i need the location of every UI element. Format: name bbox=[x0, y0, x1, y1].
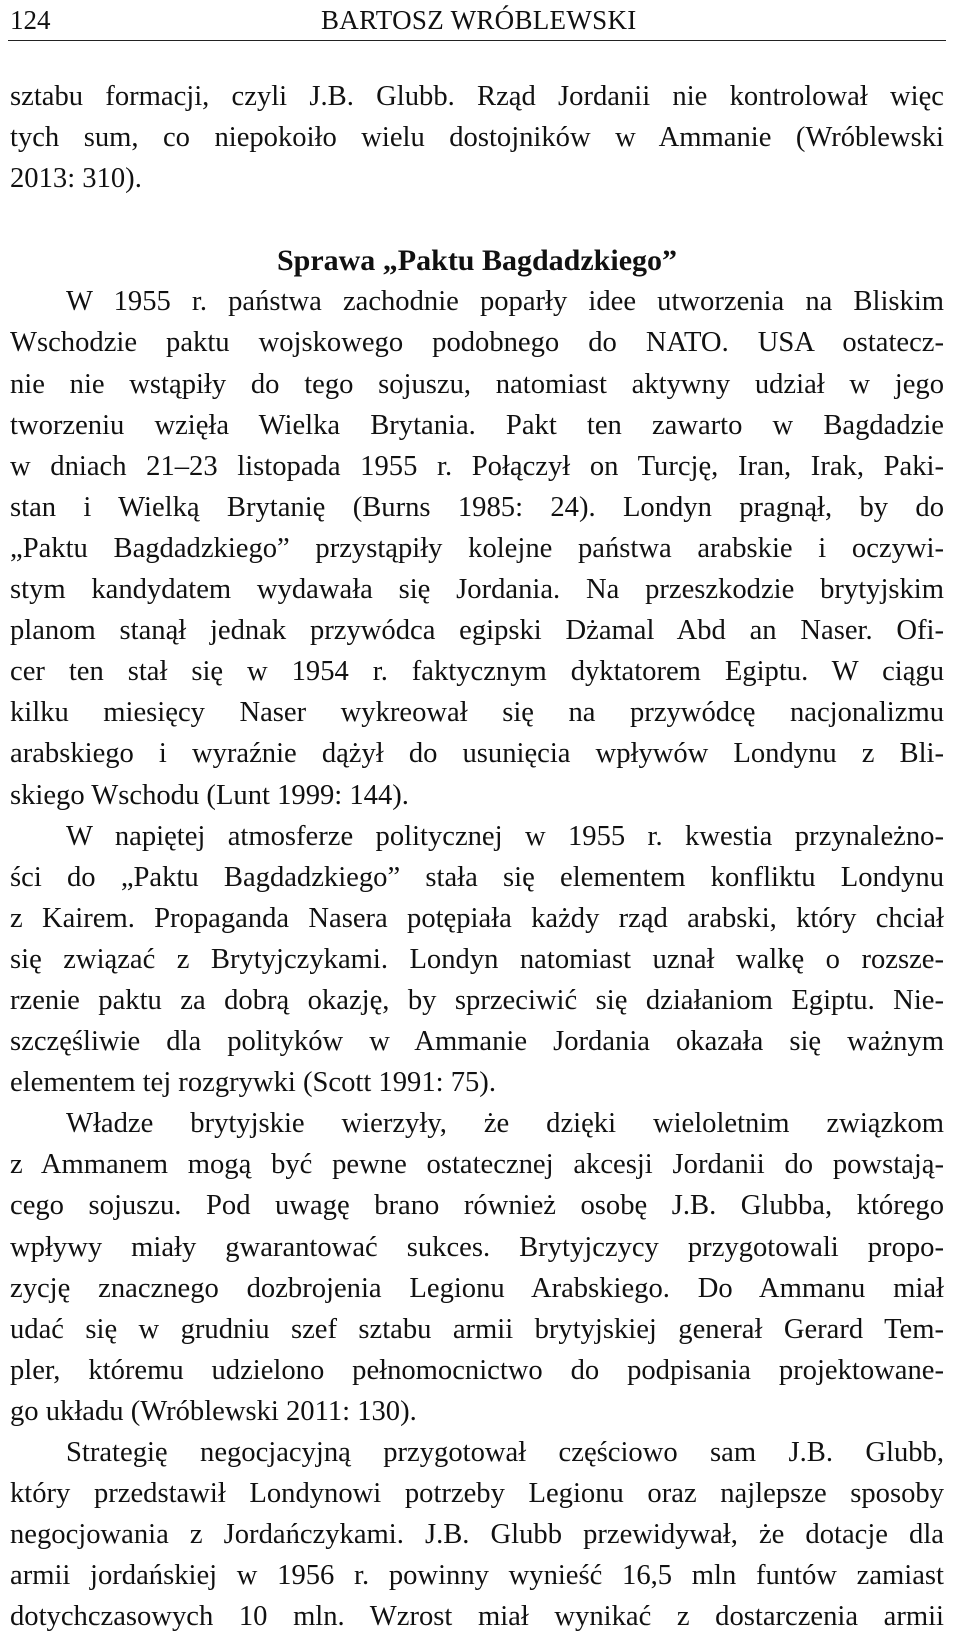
text-line: rzenie paktu za dobrą okazję, by sprzeciwić się działaniom Egiptu. Nie- bbox=[10, 984, 944, 1016]
text-line: W napiętej atmosferze politycznej w 1955 r. kwestia przynależno- bbox=[66, 820, 944, 852]
text-line: „Paktu Bagdadzkiego” przystąpiły kolejne państwa arabskie i oczywi- bbox=[10, 532, 944, 564]
text-line: stan i Wielką Brytanię (Burns 1985: 24). Londyn pragnął, by do bbox=[10, 491, 944, 523]
text-line: W 1955 r. państwa zachodnie poparły idee utworzenia na Bliskim bbox=[66, 286, 944, 318]
running-title: BARTOSZ WRÓBLEWSKI bbox=[321, 5, 637, 35]
text-line: armii jordańskiej w 1956 r. powinny wynieść 16,5 mln funtów zamiast bbox=[10, 1560, 944, 1592]
text-line: 2013: 310). bbox=[10, 163, 142, 195]
paragraph bbox=[10, 816, 944, 1104]
paragraph bbox=[10, 281, 944, 815]
text-line: negocjowania z Jordańczykami. J.B. Glubb przewidywał, że dotacje dla bbox=[10, 1519, 944, 1551]
text-line: arabskiego i wyraźnie dążył do usunięcia wpływów Londynu z Bli- bbox=[10, 738, 944, 770]
text-line: udać się w grudniu szef sztabu armii brytyjskiej generał Gerard Tem- bbox=[10, 1313, 944, 1345]
paragraph bbox=[10, 76, 944, 199]
body-text bbox=[10, 76, 944, 1637]
text-line: z Kairem. Propaganda Nasera potępiała każdy rząd arabski, który chciał bbox=[10, 902, 944, 934]
text-line: tworzeniu wzięła Wielka Brytania. Pakt ten zawarto w Bagdadzie bbox=[10, 409, 944, 441]
text-line: wpływy miały gwarantować sukces. Brytyjczycy przygotowali propo- bbox=[10, 1231, 944, 1263]
text-line: zycję znacznego dozbrojenia Legionu Arabskiego. Do Ammanu miał bbox=[10, 1272, 944, 1304]
text-line: planom stanął jednak przywódca egipski Dżamal Abd an Naser. Ofi- bbox=[10, 615, 944, 647]
text-line: sztabu formacji, czyli J.B. Glubb. Rząd Jordanii nie kontrolował więc bbox=[10, 81, 944, 112]
text-line: go układu (Wróblewski 2011: 130). bbox=[10, 1395, 417, 1427]
text-line: pler, któremu udzielono pełnomocnictwo do podpisania projektowane- bbox=[10, 1354, 944, 1386]
text-line: tych sum, co niepokoiło wielu dostojników w Ammanie (Wróblewski bbox=[10, 122, 944, 154]
text-line: nie nie wstąpiły do tego sojuszu, natomiast aktywny udział w jego bbox=[10, 368, 944, 400]
page-number: 124 bbox=[10, 5, 51, 35]
text-line: Strategię negocjacyjną przygotował częściowo sam J.B. Glubb, bbox=[66, 1437, 944, 1468]
text-line: stym kandydatem wydawała się Jordania. Na przeszkodzie brytyjskim bbox=[10, 574, 944, 606]
book-page bbox=[8, 0, 946, 1633]
text-line: się związać z Brytyjczykami. Londyn natomiast uznał walkę o rozsze- bbox=[10, 943, 944, 975]
running-header bbox=[8, 0, 946, 41]
text-line: z Ammanem mogą być pewne ostatecznej akcesji Jordanii do powstają- bbox=[10, 1149, 944, 1181]
text-line: który przedstawił Londynowi potrzeby Legionu oraz najlepsze sposoby bbox=[10, 1478, 944, 1510]
text-line: szczęśliwie dla polityków w Ammanie Jordania okazała się ważnym bbox=[10, 1026, 944, 1058]
text-line: elementem tej rozgrywki (Scott 1991: 75). bbox=[10, 1067, 496, 1099]
text-line: kilku miesięcy Naser wykreował się na przywódcę nacjonalizmu bbox=[10, 697, 944, 729]
text-line: cer ten stał się w 1954 r. faktycznym dyktatorem Egiptu. W ciągu bbox=[10, 656, 944, 688]
section-heading: Sprawa „Paktu Bagdadzkiego” bbox=[276, 244, 678, 278]
text-line: Wschodzie paktu wojskowego podobnego do NATO. USA ostatecz- bbox=[10, 327, 944, 359]
text-line: Władze brytyjskie wierzyły, że dzięki wieloletnim związkom bbox=[66, 1108, 944, 1140]
text-line: ści do „Paktu Bagdadzkiego” stała się elementem konfliktu Londynu bbox=[10, 861, 944, 893]
paragraph bbox=[10, 1103, 944, 1432]
text-line: w dniach 21–23 listopada 1955 r. Połączył on Turcję, Iran, Irak, Paki- bbox=[10, 450, 944, 482]
text-line: dotychczasowych 10 mln. Wzrost miał wynikać z dostarczenia armii bbox=[10, 1601, 944, 1633]
paragraph bbox=[10, 1432, 944, 1637]
text-line: cego sojuszu. Pod uwagę brano również osobę J.B. Glubba, którego bbox=[10, 1190, 944, 1222]
text-line: skiego Wschodu (Lunt 1999: 144). bbox=[10, 779, 409, 811]
